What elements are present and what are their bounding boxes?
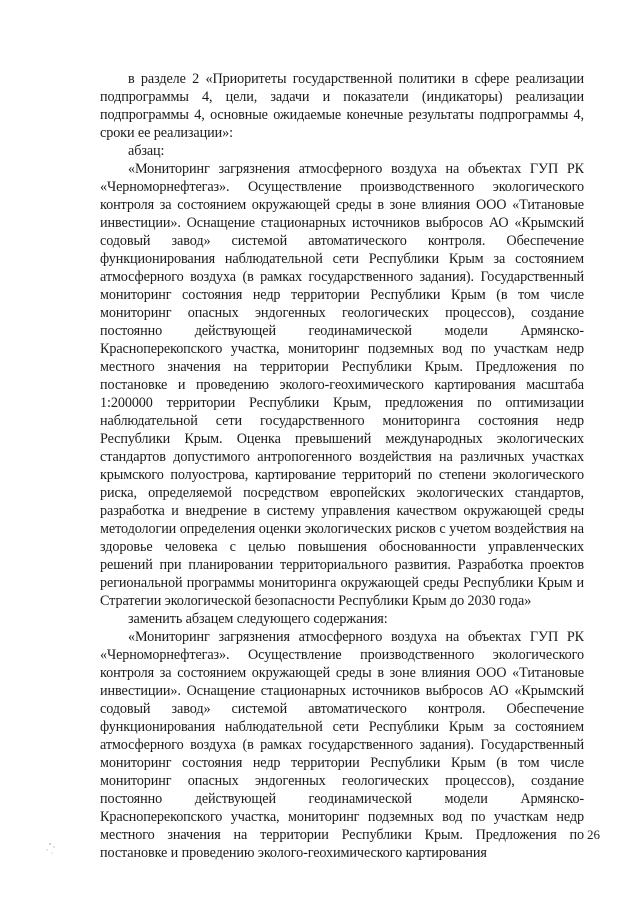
scan-artifact-icon (40, 838, 70, 858)
new-paragraph: «Мониторинг загрязнения атмосферного воздуха на объектах ГУП РК «Черноморнефтегаз». Осуществление производственного экологического контроля за состоянием окружающей среды в зоне влияния ООО «Титановые инвестиции». Оснащение стационарных источников выбросов АО «Крымский содовый завод» системой автоматического контроля. Обеспечение функционирования наблюдательной сети Республики Крым за состоянием атмосферного воздуха (в рамках государственного задания). Государственный мониторинг состояния недр территории Республики Крым (в том числе мониторинг опасных эндогенных геологических процессов), создание постоянно действующей геодинамической модели Армянско-Красноперекопского участка, мониторинг подземных вод по участкам недр местного значения на территории Республики Крым. Предложения по постановке и проведению эколого-геохимического картирования (100, 629, 584, 861)
old-paragraph: «Мониторинг загрязнения атмосферного воздуха на объектах ГУП РК «Черноморнефтегаз». Осуществление производственного экологического контроля за состоянием окружающей среды в зоне влияния ООО «Титановые инвестиции». Оснащение стационарных источников выбросов АО «Крымский содовый завод» системой автоматического контроля. Обеспечение функционирования наблюдательной сети Республики Крым за состоянием атмосферного воздуха (в рамках государственного задания). Государственный мониторинг состояния недр территории Республики Крым (в том числе мониторинг опасных эндогенных геологических процессов), создание постоянно действующей геодинамической модели Армянско-Красноперекопского участка, мониторинг подземных вод по участкам недр местного значения на территории Республики Крым. Предложения по постановке и проведению эколого-геохимического картирования масштаба 1:200000 территории Республики Крым, предложения по оптимизации наблюдательной сети государственного мониторинга состояния недр Республики Крым. Оценка превышений международных экологических стандартов допустимого антропогенного воздействия на различных участках крымского полуострова, картирование территорий по степени экологического риска, определяемой посредством европейских экологических стандартов, разработка и внедрение в систему управления качеством окружающей среды методологии определения оценки экологических рисков с учетом воздействия на здоровье человека с целью повышения обоснованности управленческих решений при планировании территориального развития. Разработка проектов региональной программы мониторинга окружающей среды Республики Крым и Стратегии экологической безопасности Республики Крым до 2030 года» (100, 161, 584, 609)
document-body (100, 70, 584, 862)
page-number: 26 (587, 827, 600, 842)
intro-paragraph: в разделе 2 «Приоритеты государственной политики в сфере реализации подпрограммы 4, цели, задачи и показатели (индикаторы) реализации подпрограммы 4, основные ожидаемые конечные результаты подпрограммы 4, сроки ее реализации»: (100, 71, 584, 141)
replace-label: заменить абзацем следующего содержания: (128, 611, 388, 627)
abzac-label: абзац: (128, 143, 165, 159)
